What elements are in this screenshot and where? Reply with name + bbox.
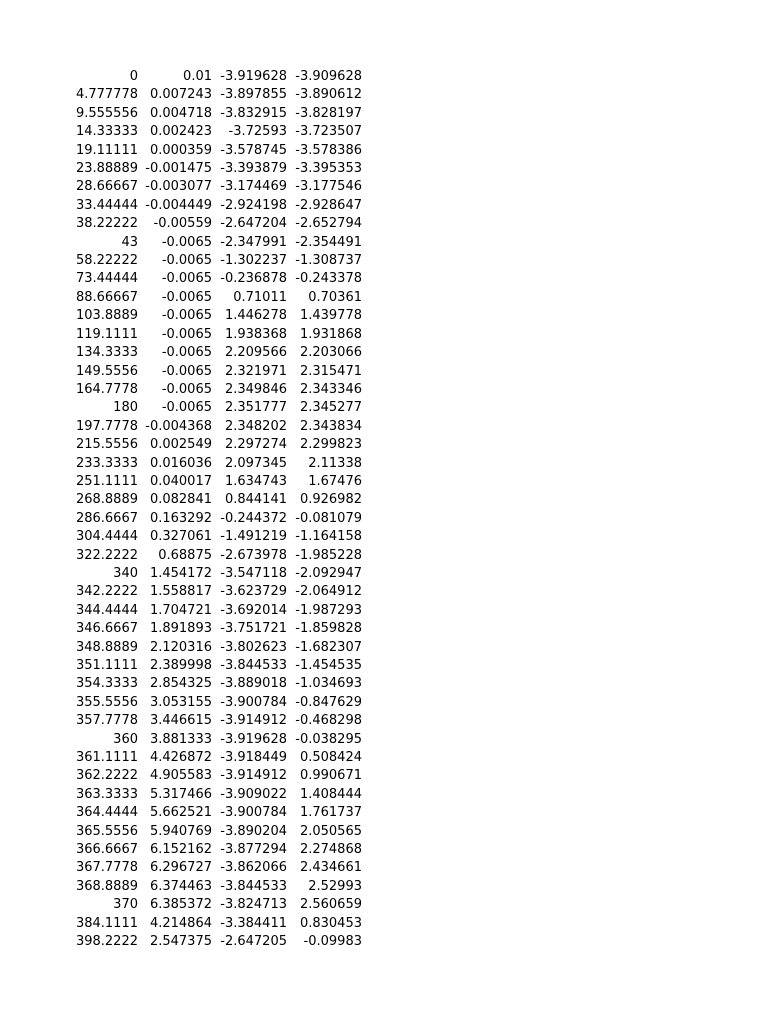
table-cell[interactable]: 2.321971	[224, 363, 287, 379]
table-cell[interactable]: 361.1111	[75, 750, 138, 766]
table-row	[0, 639, 362, 657]
table-cell[interactable]: 2.120316	[149, 639, 212, 655]
table-cell[interactable]: 286.6667	[75, 510, 138, 526]
table-cell[interactable]: 2.209566	[224, 345, 287, 361]
table-cell[interactable]: 119.1111	[75, 326, 138, 342]
table-cell[interactable]: -3.174469	[220, 179, 287, 195]
table-cell[interactable]: 1.439778	[299, 308, 362, 324]
spreadsheet-sheet	[0, 68, 362, 952]
table-cell[interactable]: 346.6667	[75, 621, 138, 637]
table-row	[0, 878, 362, 896]
data-table-body	[0, 68, 362, 952]
table-row	[0, 841, 362, 859]
table-cell[interactable]: 348.8889	[75, 639, 138, 655]
table-cell[interactable]: -3.384411	[220, 915, 287, 931]
table-cell[interactable]: -3.900784	[220, 805, 287, 821]
table-row	[0, 547, 362, 565]
table-cell[interactable]: -1.302237	[220, 253, 287, 269]
table-cell[interactable]: 5.662521	[149, 805, 212, 821]
table-cell[interactable]: -3.890204	[220, 823, 287, 839]
table-cell[interactable]: -3.877294	[220, 842, 287, 858]
table-cell[interactable]: -3.918449	[220, 750, 287, 766]
table-row	[0, 583, 362, 601]
table-row	[0, 767, 362, 785]
table-cell[interactable]: 0.508424	[299, 750, 362, 766]
table-cell[interactable]: 6.152162	[149, 842, 212, 858]
table-cell[interactable]: -1.454535	[295, 658, 362, 673]
table-cell[interactable]: -2.647204	[220, 216, 287, 232]
table-row	[0, 491, 362, 509]
table-row	[0, 326, 362, 344]
table-cell[interactable]: -1.985228	[295, 547, 362, 563]
table-row	[0, 381, 362, 399]
table-cell[interactable]: -3.919628	[220, 731, 287, 747]
table-cell[interactable]: 1.634743	[224, 473, 287, 489]
table-cell[interactable]: 368.8889	[75, 878, 138, 894]
table-cell[interactable]: 2.097345	[224, 455, 287, 471]
table-row	[0, 915, 362, 933]
table-cell[interactable]: -0.09983	[303, 934, 362, 950]
table-cell[interactable]: 354.3333	[75, 676, 138, 692]
table-cell[interactable]: 2.52993	[308, 878, 362, 894]
table-row	[0, 528, 362, 546]
table-cell[interactable]: 357.7778	[75, 713, 138, 729]
table-cell[interactable]: 1.558817	[149, 584, 212, 600]
table-cell[interactable]: 14.33333	[75, 124, 138, 140]
table-cell[interactable]: -0.0065	[161, 289, 212, 305]
table-cell[interactable]: 28.66667	[75, 179, 138, 195]
table-row	[0, 896, 362, 914]
table-cell[interactable]: 366.6667	[75, 842, 138, 858]
table-row	[0, 602, 362, 620]
table-cell[interactable]: 360	[113, 731, 138, 747]
table-cell[interactable]: -0.004449	[145, 197, 212, 213]
table-cell[interactable]: 4.905583	[149, 768, 212, 784]
table-cell[interactable]: -0.0065	[161, 234, 212, 250]
table-cell[interactable]: -0.038295	[295, 731, 362, 747]
table-cell[interactable]: 103.8889	[75, 308, 138, 324]
table-cell[interactable]: -0.243378	[295, 271, 362, 287]
table-row	[0, 142, 362, 160]
table-cell[interactable]: 398.2222	[75, 934, 138, 950]
table-cell[interactable]: 19.11111	[75, 142, 138, 158]
table-cell[interactable]: -2.354491	[295, 234, 362, 250]
table-cell[interactable]: 134.3333	[75, 345, 138, 361]
table-row	[0, 123, 362, 141]
table-row	[0, 234, 362, 252]
table-cell[interactable]: 1.67476	[308, 473, 362, 489]
table-cell[interactable]: -2.673978	[220, 547, 287, 563]
table-cell[interactable]: -3.832915	[220, 105, 287, 121]
table-row	[0, 731, 362, 749]
table-cell[interactable]: 342.2222	[75, 584, 138, 600]
table-cell[interactable]: -1.164158	[295, 529, 362, 545]
table-cell[interactable]: 2.854325	[149, 676, 212, 692]
table-cell[interactable]: 0.327061	[149, 529, 212, 545]
table-cell[interactable]: 2.343834	[299, 418, 362, 434]
table-row	[0, 197, 362, 215]
table-row	[0, 160, 362, 178]
table-cell[interactable]: -3.72593	[228, 124, 287, 140]
table-row	[0, 436, 362, 454]
table-cell[interactable]: 364.4444	[75, 805, 138, 821]
table-cell[interactable]: 0	[129, 69, 138, 84]
table-cell[interactable]: 6.385372	[149, 897, 212, 913]
table-cell[interactable]: 251.1111	[75, 473, 138, 489]
table-cell[interactable]: 0.71011	[233, 289, 287, 305]
table-cell[interactable]: 3.446615	[149, 713, 212, 729]
table-cell[interactable]: -3.862066	[220, 860, 287, 876]
table-cell[interactable]: -3.890612	[295, 87, 362, 103]
table-row	[0, 565, 362, 583]
data-table	[0, 68, 362, 952]
table-cell[interactable]: 367.7778	[75, 860, 138, 876]
table-cell[interactable]: -3.900784	[220, 694, 287, 710]
table-cell[interactable]: -0.00559	[153, 216, 212, 232]
table-cell[interactable]: -3.844533	[220, 878, 287, 894]
table-cell[interactable]: 1.891893	[149, 621, 212, 637]
table-cell[interactable]: 164.7778	[75, 381, 138, 397]
table-cell[interactable]: -3.919628	[220, 69, 287, 84]
table-row	[0, 399, 362, 417]
table-cell[interactable]: -0.001475	[145, 161, 212, 177]
table-row	[0, 786, 362, 804]
table-cell[interactable]: 370	[113, 897, 138, 913]
table-cell[interactable]: 2.560659	[299, 897, 362, 913]
table-cell[interactable]: 2.315471	[299, 363, 362, 379]
table-cell[interactable]: 1.931868	[299, 326, 362, 342]
table-cell[interactable]: 1.938368	[224, 326, 287, 342]
table-cell[interactable]: -0.468298	[295, 713, 362, 729]
table-cell[interactable]: -0.0065	[161, 253, 212, 269]
table-cell[interactable]: 2.203066	[299, 345, 362, 361]
table-cell[interactable]: 0.016036	[149, 455, 212, 471]
table-cell[interactable]: 1.408444	[299, 786, 362, 802]
table-row	[0, 675, 362, 693]
table-row	[0, 933, 362, 951]
table-cell[interactable]: 0.830453	[299, 915, 362, 931]
table-row	[0, 178, 362, 196]
table-cell[interactable]: 2.297274	[224, 437, 287, 453]
table-cell[interactable]: 4.777778	[75, 87, 138, 103]
table-cell[interactable]: 58.22222	[75, 253, 138, 269]
table-cell[interactable]: 23.88889	[75, 161, 138, 177]
table-row	[0, 215, 362, 233]
table-row	[0, 68, 362, 86]
table-cell[interactable]: 0.004718	[149, 105, 212, 121]
table-cell[interactable]: -0.236878	[220, 271, 287, 287]
table-cell[interactable]: 0.70361	[308, 289, 362, 305]
table-cell[interactable]: -3.623729	[220, 584, 287, 600]
table-cell[interactable]: 6.296727	[149, 860, 212, 876]
table-cell[interactable]: -1.491219	[220, 529, 287, 545]
table-cell[interactable]: -3.723507	[295, 124, 362, 140]
table-cell[interactable]: -3.578745	[220, 142, 287, 158]
table-cell[interactable]: 365.5556	[75, 823, 138, 839]
table-cell[interactable]: -2.647205	[220, 934, 287, 950]
table-cell[interactable]: -3.828197	[295, 105, 362, 121]
table-row	[0, 859, 362, 877]
table-row	[0, 105, 362, 123]
table-cell[interactable]: -3.802623	[220, 639, 287, 655]
table-cell[interactable]: 197.7778	[75, 418, 138, 434]
table-cell[interactable]: 362.2222	[75, 768, 138, 784]
table-cell[interactable]: 4.426872	[149, 750, 212, 766]
table-cell[interactable]: -2.092947	[295, 565, 362, 581]
table-cell[interactable]: -3.578386	[295, 142, 362, 158]
table-row	[0, 473, 362, 491]
table-cell[interactable]: -2.064912	[295, 584, 362, 600]
table-cell[interactable]: 1.761737	[299, 805, 362, 821]
table-row	[0, 657, 362, 675]
table-row	[0, 749, 362, 767]
table-cell[interactable]: 0.007243	[149, 87, 212, 103]
table-cell[interactable]: -0.0065	[161, 271, 212, 287]
table-cell[interactable]: -3.909022	[220, 786, 287, 802]
table-cell[interactable]: 2.299823	[299, 437, 362, 453]
table-cell[interactable]: 2.349846	[224, 381, 287, 397]
table-cell[interactable]: -0.003077	[145, 179, 212, 195]
table-cell[interactable]: 2.547375	[149, 934, 212, 950]
table-cell[interactable]: 5.940769	[149, 823, 212, 839]
table-row	[0, 712, 362, 730]
table-cell[interactable]: -2.928647	[295, 197, 362, 213]
table-cell[interactable]: 2.274868	[299, 842, 362, 858]
table-cell[interactable]: 0.844141	[224, 492, 287, 508]
table-cell[interactable]: 2.348202	[224, 418, 287, 434]
table-cell[interactable]: 3.881333	[149, 731, 212, 747]
table-cell[interactable]: -3.692014	[220, 602, 287, 618]
table-cell[interactable]: 0.002423	[149, 124, 212, 140]
table-cell[interactable]: -3.547118	[220, 565, 287, 581]
table-cell[interactable]: -0.0065	[161, 363, 212, 379]
table-cell[interactable]: 0.082841	[149, 492, 212, 508]
table-cell[interactable]: -0.081079	[295, 510, 362, 526]
table-cell[interactable]: 2.11338	[308, 455, 362, 471]
table-cell[interactable]: -0.004368	[145, 418, 212, 434]
table-cell[interactable]: 0.002549	[149, 437, 212, 453]
table-cell[interactable]: 233.3333	[75, 455, 138, 471]
table-cell[interactable]: -0.0065	[161, 400, 212, 416]
table-cell[interactable]: 384.1111	[75, 915, 138, 931]
table-cell[interactable]: 363.3333	[75, 786, 138, 802]
table-row	[0, 289, 362, 307]
table-row	[0, 270, 362, 288]
table-cell[interactable]: 0.01	[183, 69, 212, 84]
table-cell[interactable]: -0.0065	[161, 326, 212, 342]
table-cell[interactable]: 1.446278	[224, 308, 287, 324]
table-cell[interactable]: 215.5556	[75, 437, 138, 453]
table-cell[interactable]: 0.68875	[158, 547, 212, 563]
table-cell[interactable]: 3.053155	[149, 694, 212, 710]
table-cell[interactable]: 1.704721	[149, 602, 212, 618]
table-cell[interactable]: -1.859828	[295, 621, 362, 637]
table-row	[0, 620, 362, 638]
table-cell[interactable]: 344.4444	[75, 602, 138, 618]
table-cell[interactable]: 6.374463	[149, 878, 212, 894]
table-row	[0, 455, 362, 473]
table-cell[interactable]: -2.652794	[295, 216, 362, 232]
table-cell[interactable]: -1.034693	[295, 676, 362, 692]
table-cell[interactable]: -3.914912	[220, 713, 287, 729]
table-cell[interactable]: -0.0065	[161, 345, 212, 361]
table-row	[0, 344, 362, 362]
table-cell[interactable]: 5.317466	[149, 786, 212, 802]
table-cell[interactable]: -2.924198	[220, 197, 287, 213]
table-row	[0, 86, 362, 104]
table-cell[interactable]: 2.345277	[299, 400, 362, 416]
table-cell[interactable]: 149.5556	[75, 363, 138, 379]
table-cell[interactable]: -1.987293	[295, 602, 362, 618]
table-row	[0, 804, 362, 822]
table-cell[interactable]: -0.0065	[161, 381, 212, 397]
table-cell[interactable]: -3.889018	[220, 676, 287, 692]
table-cell[interactable]: -3.751721	[220, 621, 287, 637]
table-cell[interactable]: 2.050565	[299, 823, 362, 839]
table-cell[interactable]: 73.44444	[75, 271, 138, 287]
table-cell[interactable]: -3.177546	[295, 179, 362, 195]
table-cell[interactable]: 268.8889	[75, 492, 138, 508]
table-cell[interactable]: 43	[121, 234, 138, 250]
table-row	[0, 694, 362, 712]
table-row	[0, 252, 362, 270]
table-cell[interactable]: 2.389998	[149, 658, 212, 673]
table-cell[interactable]: 304.4444	[75, 529, 138, 545]
table-cell[interactable]: -3.914912	[220, 768, 287, 784]
table-cell[interactable]: 2.351777	[224, 400, 287, 416]
table-cell[interactable]: -3.844533	[220, 658, 287, 673]
table-cell[interactable]: -3.909628	[295, 69, 362, 84]
table-cell[interactable]: 33.44444	[75, 197, 138, 213]
table-cell[interactable]: 2.434661	[299, 860, 362, 876]
table-cell[interactable]: 0.000359	[149, 142, 212, 158]
table-cell[interactable]: 180	[113, 400, 138, 416]
table-cell[interactable]: 2.343346	[299, 381, 362, 397]
table-cell[interactable]: 340	[113, 565, 138, 581]
table-cell[interactable]: 0.926982	[299, 492, 362, 508]
table-cell[interactable]: -1.308737	[295, 253, 362, 269]
table-cell[interactable]: -2.347991	[220, 234, 287, 250]
table-cell[interactable]: 0.163292	[149, 510, 212, 526]
table-cell[interactable]: -3.897855	[220, 87, 287, 103]
table-cell[interactable]: -0.0065	[161, 308, 212, 324]
table-row	[0, 510, 362, 528]
table-cell[interactable]: 322.2222	[75, 547, 138, 563]
table-cell[interactable]: 38.22222	[75, 216, 138, 232]
table-cell[interactable]: -3.824713	[220, 897, 287, 913]
table-cell[interactable]: 9.555556	[75, 105, 138, 121]
table-cell[interactable]: 0.040017	[149, 473, 212, 489]
table-cell[interactable]: 351.1111	[75, 658, 138, 673]
table-cell[interactable]: 88.66667	[75, 289, 138, 305]
table-row	[0, 418, 362, 436]
table-cell[interactable]: -3.393879	[220, 161, 287, 177]
table-cell[interactable]: -3.395353	[295, 161, 362, 177]
table-cell[interactable]: 0.990671	[299, 768, 362, 784]
table-row	[0, 363, 362, 381]
table-row	[0, 307, 362, 325]
table-cell[interactable]: -0.847629	[295, 694, 362, 710]
table-cell[interactable]: -0.244372	[220, 510, 287, 526]
table-cell[interactable]: -1.682307	[295, 639, 362, 655]
table-cell[interactable]: 1.454172	[149, 565, 212, 581]
table-cell[interactable]: 4.214864	[149, 915, 212, 931]
table-row	[0, 823, 362, 841]
table-cell[interactable]: 355.5556	[75, 694, 138, 710]
